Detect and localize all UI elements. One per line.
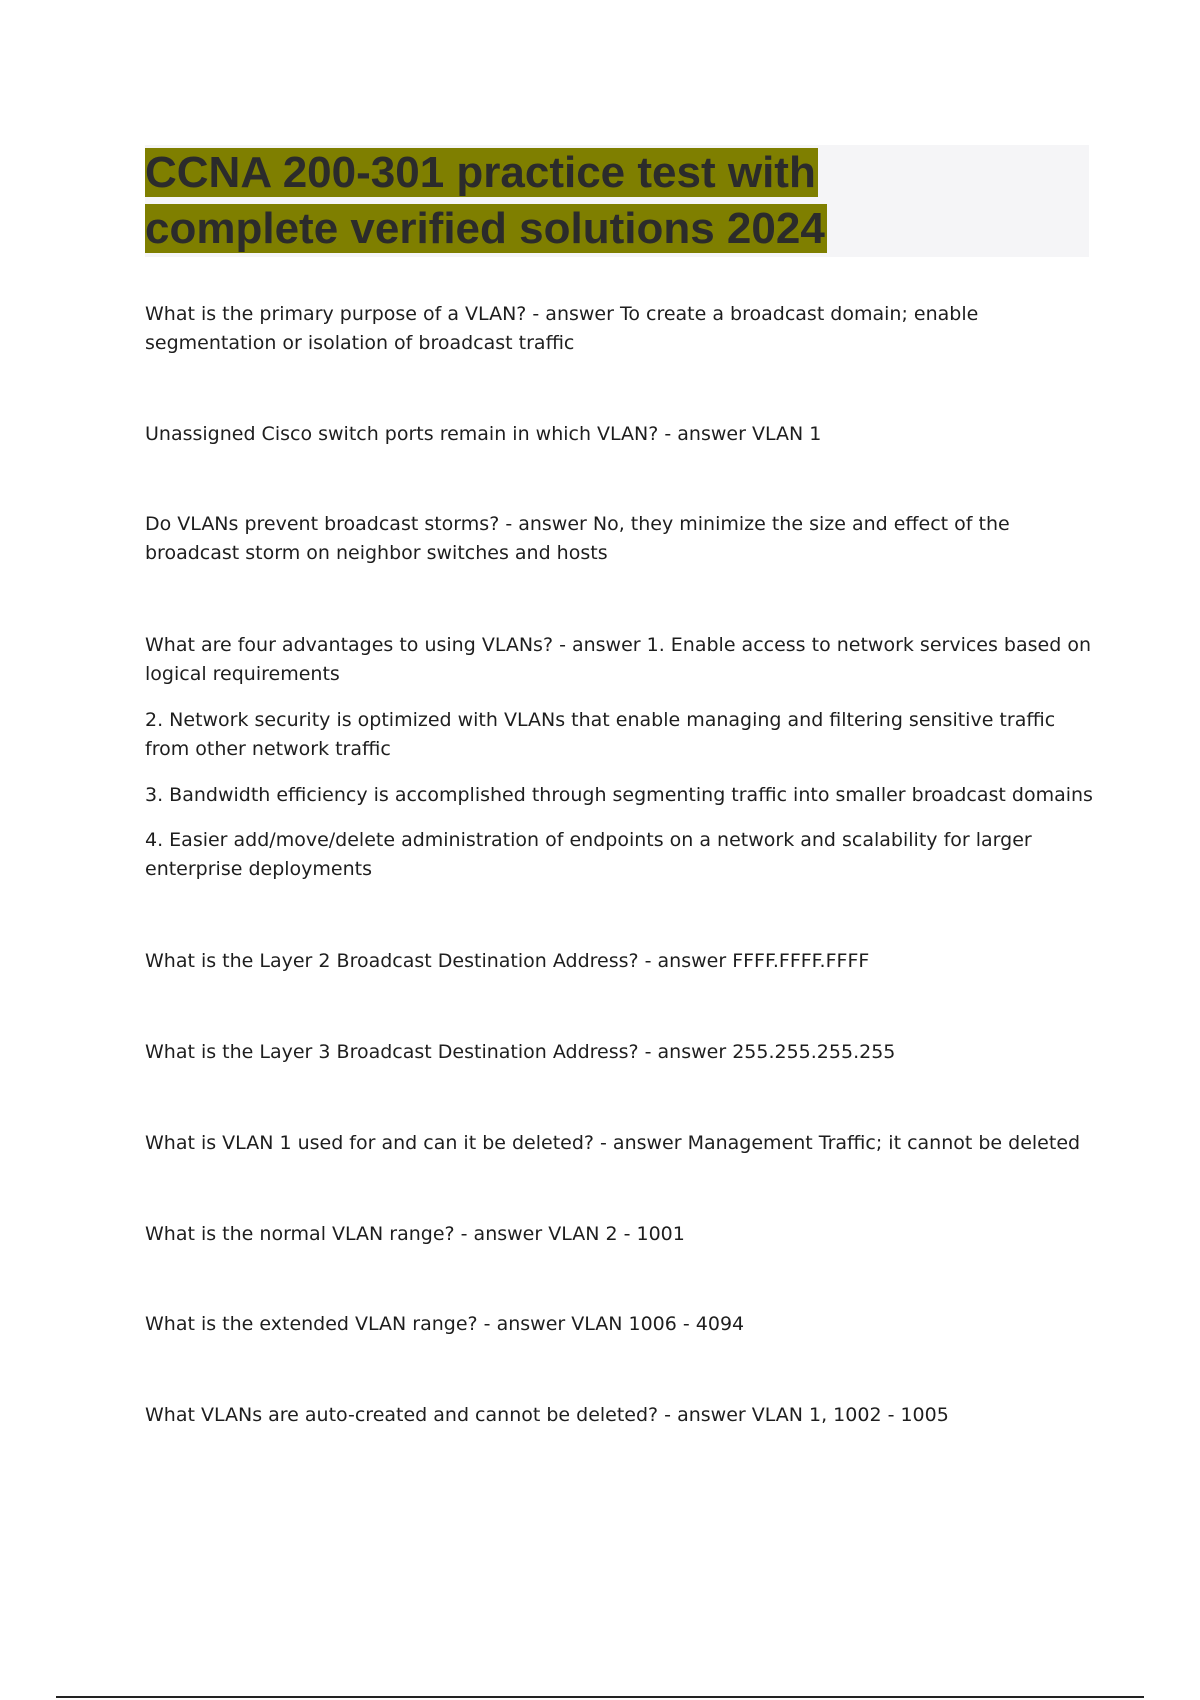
title-line-2: complete verified solutions 2024 xyxy=(145,204,825,253)
qa-item-unassigned-ports: Unassigned Cisco switch ports remain in which VLAN? - answer VLAN 1 xyxy=(145,423,822,445)
qa-item-auto-created: What VLANs are auto-created and cannot be deleted? - answer VLAN 1, 1002 - 1005 xyxy=(145,1404,949,1426)
qa-item-normal-range: What is the normal VLAN range? - answer VLAN 2 - 1001 xyxy=(145,1223,685,1245)
qa-item-advantage-2: 2. Network security is optimized with VLANs that enable managing and filtering sensitive traffic from other network traffic xyxy=(145,709,1056,760)
qa-item-advantage-4: 4. Easier add/move/delete administration of endpoints on a network and scalability for larger enterprise deployments xyxy=(145,829,1032,880)
qa-item-extended-range: What is the extended VLAN range? - answer VLAN 1006 - 4094 xyxy=(145,1313,745,1335)
qa-item-broadcast-storms: Do VLANs prevent broadcast storms? - answer No, they minimize the size and effect of the broadcast storm on neighbor switches and hosts xyxy=(145,513,1010,564)
footer-divider xyxy=(56,1696,1144,1698)
document-title xyxy=(145,145,827,257)
qa-item-vlan1-usage: What is VLAN 1 used for and can it be deleted? - answer Management Traffic; it cannot be deleted xyxy=(145,1132,1081,1154)
qa-item-advantage-3: 3. Bandwidth efficiency is accomplished through segmenting traffic into smaller broadcast domains xyxy=(145,784,1093,806)
qa-item-layer3-broadcast: What is the Layer 3 Broadcast Destination Address? - answer 255.255.255.255 xyxy=(145,1041,896,1063)
qa-item-vlan-purpose: What is the primary purpose of a VLAN? - answer To create a broadcast domain; enable segmentation or isolation of broadcast traffic xyxy=(145,303,979,354)
title-line-1: CCNA 200-301 practice test with xyxy=(145,148,816,197)
qa-item-vlan-advantages: What are four advantages to using VLANs? - answer 1. Enable access to network services based on logical requirements xyxy=(145,634,1091,685)
qa-item-layer2-broadcast: What is the Layer 2 Broadcast Destination Address? - answer FFFF.FFFF.FFFF xyxy=(145,950,870,972)
